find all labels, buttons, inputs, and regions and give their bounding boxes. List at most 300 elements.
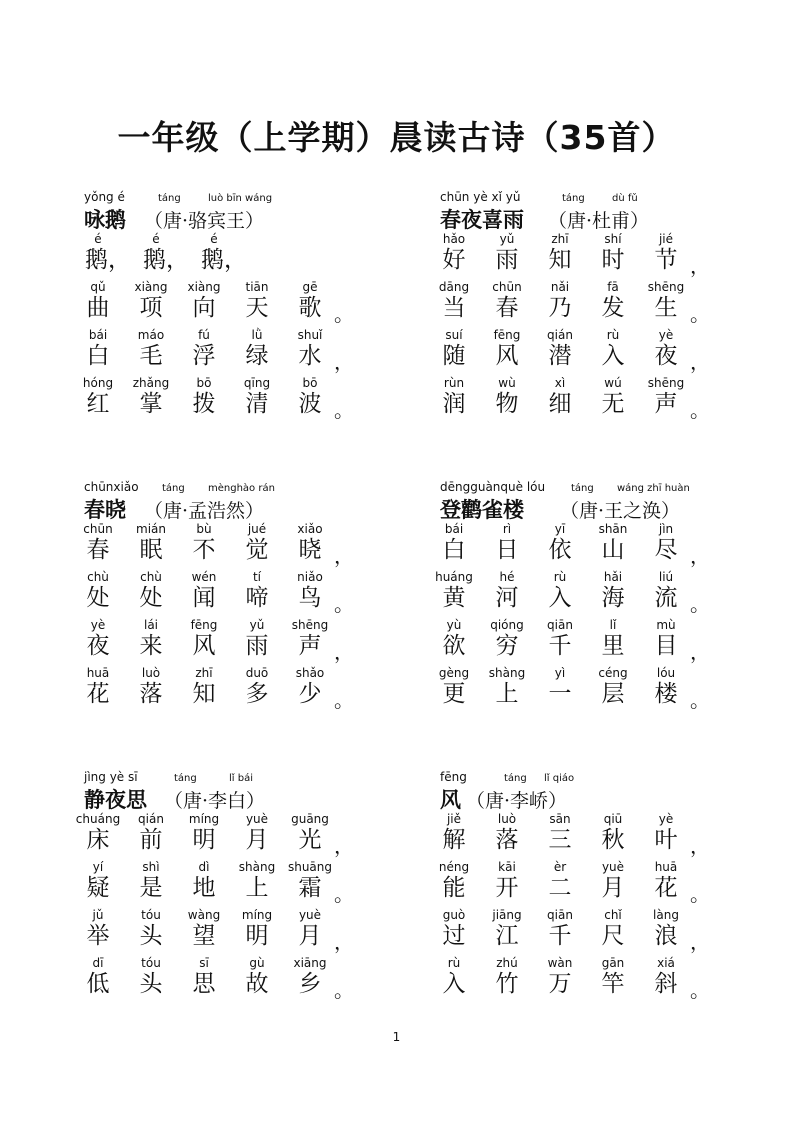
syllable <box>427 618 481 659</box>
syllable <box>533 328 587 369</box>
hanzi: 解 <box>442 827 466 853</box>
pinyin: yǔ <box>249 618 265 632</box>
syllable <box>480 908 534 949</box>
author-name-pinyin: lǐ qiáo <box>544 773 575 784</box>
pinyin: bù <box>196 522 212 536</box>
hanzi: 竹 <box>495 971 519 997</box>
poem-title: 风 <box>440 788 461 812</box>
syllable <box>283 376 337 417</box>
hanzi: 觉 <box>245 537 269 563</box>
poem-line <box>84 618 404 664</box>
hanzi: 水 <box>298 343 322 369</box>
hanzi: 河 <box>495 585 519 611</box>
pinyin: tí <box>252 570 262 584</box>
syllable <box>639 522 693 563</box>
hanzi: 过 <box>442 923 466 949</box>
hanzi: 依 <box>548 537 572 563</box>
pinyin: kāi <box>498 860 516 874</box>
hanzi: 清 <box>245 391 269 417</box>
hanzi: 生 <box>654 295 678 321</box>
hanzi: 闻 <box>192 585 216 611</box>
pinyin: tóu <box>141 908 161 922</box>
poem-line <box>440 956 760 1002</box>
pinyin: rùn <box>443 376 465 390</box>
hanzi: 层 <box>601 681 625 707</box>
syllable <box>177 328 231 369</box>
hanzi: 处 <box>139 585 163 611</box>
pinyin: jìn <box>658 522 674 536</box>
pinyin: wú <box>604 376 622 390</box>
syllable <box>124 618 178 659</box>
hanzi: 少 <box>298 681 322 707</box>
pinyin: niǎo <box>297 570 323 584</box>
pinyin: lái <box>143 618 159 632</box>
syllable <box>586 570 640 611</box>
hanzi: 雨 <box>245 633 269 659</box>
syllable <box>129 232 189 273</box>
syllable <box>480 618 534 659</box>
syllable <box>230 956 284 997</box>
pinyin: rù <box>553 570 567 584</box>
hanzi: 叶 <box>654 827 678 853</box>
hanzi: 入 <box>601 343 625 369</box>
poem-header <box>440 190 780 230</box>
syllable <box>586 376 640 417</box>
syllable <box>639 232 693 273</box>
hanzi: 开 <box>495 875 519 901</box>
punctuation: 。 <box>690 592 710 616</box>
pinyin: xiàng <box>134 280 168 294</box>
syllable <box>480 860 534 901</box>
punctuation: 。 <box>334 592 354 616</box>
syllable <box>427 232 481 273</box>
author-dynasty-pinyin: táng <box>174 773 197 784</box>
hanzi: 细 <box>548 391 572 417</box>
pinyin: shǎo <box>295 666 325 680</box>
pinyin: néng <box>438 860 470 874</box>
pinyin: luò <box>141 666 161 680</box>
hanzi: 望 <box>192 923 216 949</box>
hanzi: 天 <box>245 295 269 321</box>
hanzi: 花 <box>86 681 110 707</box>
poem-line <box>440 908 760 954</box>
pinyin: xiàng <box>187 280 221 294</box>
pinyin: dì <box>198 860 210 874</box>
pinyin: huā <box>654 860 678 874</box>
syllable <box>71 522 125 563</box>
punctuation: ， <box>690 640 710 664</box>
pinyin: sān <box>549 812 571 826</box>
hanzi: 白 <box>442 537 466 563</box>
syllable <box>283 812 337 853</box>
author-dynasty-pinyin: táng <box>562 193 585 204</box>
pinyin: gù <box>249 956 265 970</box>
poem-header <box>84 770 424 810</box>
poem-line <box>84 570 404 616</box>
pinyin: chù <box>140 570 162 584</box>
syllable <box>177 618 231 659</box>
syllable <box>124 908 178 949</box>
poem-title: 咏鹅 <box>84 208 126 232</box>
hanzi: 流 <box>654 585 678 611</box>
pinyin: shàng <box>488 666 526 680</box>
hanzi: 疑 <box>86 875 110 901</box>
hanzi: 雨 <box>495 247 519 273</box>
syllable <box>177 908 231 949</box>
pinyin: lóu <box>656 666 676 680</box>
pinyin: huā <box>86 666 110 680</box>
punctuation: 。 <box>690 882 710 906</box>
syllable <box>533 570 587 611</box>
pinyin: qián <box>138 812 164 826</box>
pinyin: qīng <box>243 376 271 390</box>
syllable <box>586 666 640 707</box>
title-pinyin: chūn yè xǐ yǔ <box>440 190 521 204</box>
title-pinyin: dēngguànquè lóu <box>440 480 546 494</box>
hanzi: 江 <box>495 923 519 949</box>
hanzi: 鹅， <box>143 247 189 273</box>
hanzi: 声 <box>654 391 678 417</box>
syllable <box>586 956 640 997</box>
syllable <box>187 232 247 273</box>
title-pinyin: fēng <box>440 770 467 784</box>
hanzi: 楼 <box>654 681 678 707</box>
punctuation: ， <box>690 930 710 954</box>
syllable <box>283 328 337 369</box>
hanzi: 好 <box>442 247 466 273</box>
poem-line <box>435 570 760 616</box>
poem-title: 静夜思 <box>84 788 147 812</box>
syllable <box>586 280 640 321</box>
pinyin: yè <box>658 812 674 826</box>
syllable <box>639 328 693 369</box>
hanzi: 乃 <box>548 295 572 321</box>
pinyin: chù <box>87 570 109 584</box>
hanzi: 竿 <box>601 971 625 997</box>
hanzi: 白 <box>86 343 110 369</box>
pinyin: tiān <box>245 280 269 294</box>
syllable <box>639 812 693 853</box>
author-dynasty-pinyin: táng <box>162 483 185 494</box>
pinyin: zhī <box>551 232 569 246</box>
syllable <box>230 812 284 853</box>
pinyin: yī <box>554 522 566 536</box>
syllable <box>480 376 534 417</box>
hanzi: 能 <box>442 875 466 901</box>
pinyin: gèng <box>438 666 470 680</box>
poem-line <box>84 956 404 1002</box>
pinyin: wàng <box>187 908 221 922</box>
syllable <box>639 570 693 611</box>
pinyin: dī <box>92 956 104 970</box>
hanzi: 故 <box>245 971 269 997</box>
punctuation: ， <box>690 254 710 278</box>
syllable <box>283 618 337 659</box>
pinyin: wén <box>191 570 217 584</box>
pinyin: jiě <box>446 812 462 826</box>
poem-line <box>440 280 760 326</box>
pinyin: fú <box>198 328 210 342</box>
pinyin: jiāng <box>492 908 522 922</box>
pinyin: shàng <box>238 860 276 874</box>
syllable <box>639 956 693 997</box>
hanzi: 鸟 <box>298 585 322 611</box>
pinyin: yì <box>554 666 566 680</box>
pinyin: suí <box>445 328 463 342</box>
title-pinyin: yǒng é <box>84 190 125 204</box>
poem-line <box>440 522 760 568</box>
poem-author: （唐·李峤） <box>466 790 568 812</box>
hanzi: 节 <box>654 247 678 273</box>
poem-line <box>84 280 404 326</box>
hanzi: 声 <box>298 633 322 659</box>
poem-line <box>84 232 404 278</box>
author-name-pinyin: mènghào rán <box>208 483 275 494</box>
punctuation: ， <box>334 930 354 954</box>
hanzi: 尺 <box>601 923 625 949</box>
syllable <box>177 280 231 321</box>
hanzi: 时 <box>601 247 625 273</box>
poem-title: 春晓 <box>84 498 126 522</box>
syllable <box>586 812 640 853</box>
syllable <box>639 666 693 707</box>
hanzi: 是 <box>139 875 163 901</box>
syllable <box>586 328 640 369</box>
hanzi: 万 <box>548 971 572 997</box>
punctuation: 。 <box>690 978 710 1002</box>
hanzi: 拨 <box>192 391 216 417</box>
pinyin: fēng <box>493 328 521 342</box>
pinyin: bō <box>196 376 212 390</box>
pinyin: hóng <box>82 376 114 390</box>
pinyin: é <box>210 232 218 246</box>
hanzi: 夜 <box>654 343 678 369</box>
pinyin: làng <box>653 908 679 922</box>
syllable <box>71 328 125 369</box>
pinyin: rù <box>606 328 620 342</box>
syllable <box>427 280 481 321</box>
pinyin: yè <box>658 328 674 342</box>
syllable <box>177 956 231 997</box>
hanzi: 项 <box>139 295 163 321</box>
poem-line <box>84 666 404 712</box>
syllable <box>639 908 693 949</box>
syllable <box>586 908 640 949</box>
hanzi: 随 <box>442 343 466 369</box>
poem-header <box>440 480 780 520</box>
hanzi: 落 <box>495 827 519 853</box>
poem-author: （唐·孟浩然） <box>144 500 265 522</box>
hanzi: 春 <box>86 537 110 563</box>
syllable <box>283 522 337 563</box>
hanzi: 春 <box>495 295 519 321</box>
syllable <box>230 908 284 949</box>
hanzi: 光 <box>298 827 322 853</box>
syllable <box>480 666 534 707</box>
syllable <box>639 618 693 659</box>
punctuation: 。 <box>334 398 354 422</box>
pinyin: rì <box>502 522 512 536</box>
hanzi: 霜 <box>298 875 322 901</box>
author-name-pinyin: dù fǔ <box>612 193 638 204</box>
syllable <box>533 956 587 997</box>
syllable <box>230 376 284 417</box>
author-dynasty-pinyin: táng <box>158 193 181 204</box>
page-title: 一年级（上学期）晨读古诗（35首） <box>117 118 676 157</box>
poem-author: （唐·王之涣） <box>560 500 681 522</box>
hanzi: 鹅， <box>201 247 247 273</box>
syllable <box>71 376 125 417</box>
poem-line <box>440 376 760 422</box>
poem-header <box>84 190 424 230</box>
syllable <box>177 522 231 563</box>
pinyin: qián <box>547 328 573 342</box>
pinyin: liú <box>658 570 674 584</box>
pinyin: zhǎng <box>132 376 170 390</box>
hanzi: 花 <box>654 875 678 901</box>
syllable <box>586 232 640 273</box>
syllable <box>124 328 178 369</box>
hanzi: 绿 <box>245 343 269 369</box>
syllable <box>533 280 587 321</box>
syllable <box>427 328 481 369</box>
poem-header <box>84 480 424 520</box>
pinyin: yuè <box>601 860 625 874</box>
pinyin: chūn <box>83 522 113 536</box>
hanzi: 更 <box>442 681 466 707</box>
hanzi: 千 <box>548 633 572 659</box>
hanzi: 月 <box>601 875 625 901</box>
hanzi: 黄 <box>442 585 466 611</box>
pinyin: mián <box>136 522 166 536</box>
pinyin: shì <box>142 860 160 874</box>
syllable <box>71 618 125 659</box>
poem-line <box>84 328 404 374</box>
syllable <box>71 956 125 997</box>
syllable <box>639 376 693 417</box>
pinyin: yí <box>92 860 104 874</box>
hanzi: 曲 <box>86 295 110 321</box>
punctuation: ， <box>334 544 354 568</box>
syllable <box>427 860 481 901</box>
poem-line <box>440 618 760 664</box>
poem-line <box>84 522 404 568</box>
syllable <box>283 860 337 901</box>
punctuation: ， <box>690 834 710 858</box>
pinyin: shān <box>598 522 628 536</box>
pinyin: jié <box>658 232 674 246</box>
pinyin: xì <box>554 376 566 390</box>
punctuation: 。 <box>690 398 710 422</box>
author-dynasty-pinyin: táng <box>571 483 594 494</box>
hanzi: 风 <box>495 343 519 369</box>
punctuation: 。 <box>690 302 710 326</box>
hanzi: 里 <box>601 633 625 659</box>
pinyin: shuāng <box>287 860 333 874</box>
hanzi: 思 <box>192 971 216 997</box>
pinyin: qiān <box>547 618 573 632</box>
hanzi: 波 <box>298 391 322 417</box>
syllable <box>283 570 337 611</box>
pinyin: shuǐ <box>297 328 323 342</box>
hanzi: 尽 <box>654 537 678 563</box>
hanzi: 毛 <box>139 343 163 369</box>
hanzi: 明 <box>245 923 269 949</box>
poem-author: （唐·杜甫） <box>548 210 650 232</box>
pinyin: mù <box>656 618 676 632</box>
punctuation: 。 <box>334 882 354 906</box>
pinyin: xiāng <box>293 956 327 970</box>
syllable <box>71 666 125 707</box>
syllable <box>283 666 337 707</box>
poem-line <box>440 232 760 278</box>
pinyin: guò <box>442 908 466 922</box>
syllable <box>177 860 231 901</box>
syllable <box>177 666 231 707</box>
syllable <box>124 812 178 853</box>
pinyin: céng <box>598 666 628 680</box>
pinyin: jué <box>247 522 267 536</box>
syllable <box>427 908 481 949</box>
poem-author: （唐·李白） <box>164 790 266 812</box>
syllable <box>586 860 640 901</box>
pinyin: yuè <box>245 812 269 826</box>
poem-line <box>440 328 760 374</box>
syllable <box>124 280 178 321</box>
punctuation: ， <box>334 640 354 664</box>
syllable <box>71 860 125 901</box>
punctuation: 。 <box>690 688 710 712</box>
hanzi: 目 <box>654 633 678 659</box>
hanzi: 当 <box>442 295 466 321</box>
pinyin: lǜ <box>251 328 263 342</box>
title-pinyin: jìng yè sī <box>84 770 138 784</box>
syllable <box>71 812 125 853</box>
hanzi: 鹅， <box>85 247 131 273</box>
syllable <box>230 666 284 707</box>
hanzi: 明 <box>192 827 216 853</box>
syllable <box>586 618 640 659</box>
pinyin: míng <box>241 908 273 922</box>
syllable <box>177 812 231 853</box>
syllable <box>639 860 693 901</box>
page-number: 1 <box>392 1030 401 1044</box>
pinyin: bō <box>302 376 318 390</box>
pinyin: bái <box>444 522 464 536</box>
syllable <box>230 570 284 611</box>
syllable <box>533 522 587 563</box>
hanzi: 风 <box>192 633 216 659</box>
pinyin: guāng <box>291 812 329 826</box>
pinyin: yuè <box>298 908 322 922</box>
pinyin: yǔ <box>499 232 515 246</box>
pinyin: wù <box>498 376 516 390</box>
syllable <box>124 376 178 417</box>
syllable <box>480 570 534 611</box>
pinyin: shēng <box>647 280 685 294</box>
pinyin: bái <box>88 328 108 342</box>
hanzi: 秋 <box>601 827 625 853</box>
pinyin: shēng <box>291 618 329 632</box>
punctuation: ， <box>334 350 354 374</box>
pinyin: huáng <box>435 570 473 584</box>
punctuation: 。 <box>334 302 354 326</box>
pinyin: dāng <box>438 280 470 294</box>
poem-line <box>440 860 760 906</box>
pinyin: míng <box>188 812 220 826</box>
pinyin: wàn <box>547 956 573 970</box>
syllable <box>533 812 587 853</box>
